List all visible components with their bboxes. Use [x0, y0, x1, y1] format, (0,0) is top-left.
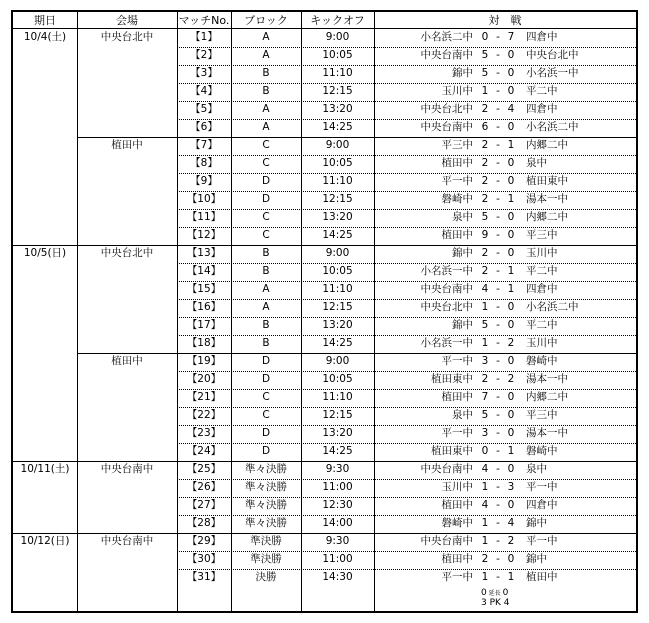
- away-score: 2: [507, 337, 515, 349]
- home-score: 1: [481, 517, 489, 529]
- score-dash: -: [496, 67, 500, 79]
- away-team: 小名浜一中: [526, 67, 579, 79]
- away-score: 1: [507, 139, 515, 151]
- away-score: 0: [507, 463, 515, 475]
- away-score: 0: [507, 409, 515, 421]
- score-dash: -: [496, 301, 500, 313]
- away-score: 2: [507, 535, 515, 547]
- score-dash: -: [496, 193, 500, 205]
- extra-time-away: 0: [502, 588, 509, 598]
- block-label: B: [262, 337, 270, 349]
- match-number: 【21】: [186, 391, 222, 403]
- home-team: 中央台南中: [420, 283, 473, 295]
- match-number: 【2】: [190, 49, 218, 61]
- home-team: 中央台北中: [420, 103, 473, 115]
- kickoff-time: 14:25: [322, 229, 353, 241]
- away-team: 平一中: [526, 481, 558, 493]
- home-team: 平一中: [441, 571, 473, 583]
- home-score: 2: [481, 373, 489, 385]
- away-score: 0: [507, 67, 515, 79]
- away-score: 0: [507, 49, 515, 61]
- kickoff-time: 12:30: [322, 499, 353, 511]
- block-label: C: [262, 391, 270, 403]
- away-score: 0: [507, 553, 515, 565]
- kickoff-time: 9:30: [325, 535, 350, 547]
- away-score: 1: [507, 283, 515, 295]
- home-score: 1: [481, 337, 489, 349]
- home-score: 7: [481, 391, 489, 403]
- home-score: 4: [481, 499, 489, 511]
- match-number: 【16】: [186, 301, 222, 313]
- home-team: 泉中: [452, 211, 473, 223]
- home-score: 2: [481, 139, 489, 151]
- block-label: C: [262, 409, 270, 421]
- away-team: 玉川中: [526, 247, 558, 259]
- home-team: 中央台南中: [420, 463, 473, 475]
- block-label: 準々決勝: [245, 517, 287, 529]
- block-label: A: [262, 103, 270, 115]
- kickoff-time: 10:05: [322, 49, 353, 61]
- home-score: 4: [481, 463, 489, 475]
- kickoff-time: 13:20: [322, 319, 353, 331]
- block-label: B: [262, 265, 270, 277]
- venue-cell: 植田中: [111, 139, 143, 151]
- home-score: 2: [481, 175, 489, 187]
- home-score: 1: [481, 301, 489, 313]
- match-number: 【28】: [186, 517, 222, 529]
- header-block: ブロック: [231, 12, 301, 29]
- home-team: 植田中: [441, 553, 473, 565]
- match-number: 【1】: [190, 31, 218, 43]
- home-team: 小名浜一中: [420, 265, 473, 277]
- match-number: 【23】: [186, 427, 222, 439]
- score-dash: -: [496, 265, 500, 277]
- block-label: D: [261, 427, 271, 439]
- home-score: 2: [481, 157, 489, 169]
- match-number: 【13】: [186, 247, 222, 259]
- block-label: A: [262, 31, 270, 43]
- header-versus: 対 戦: [374, 12, 636, 29]
- score-dash: -: [496, 427, 500, 439]
- kickoff-time: 13:20: [322, 211, 353, 223]
- match-number: 【22】: [186, 409, 222, 421]
- away-score: 0: [507, 319, 515, 331]
- block-label: C: [262, 139, 270, 151]
- block-label: 準々決勝: [245, 481, 287, 493]
- away-team: 小名浜二中: [526, 121, 579, 133]
- home-team: 錦中: [452, 67, 473, 79]
- away-score: 4: [507, 517, 515, 529]
- block-label: B: [262, 85, 270, 97]
- match-number: 【15】: [186, 283, 222, 295]
- kickoff-time: 10:05: [322, 373, 353, 385]
- match-number: 【7】: [190, 139, 218, 151]
- score-dash: -: [496, 409, 500, 421]
- match-number: 【8】: [190, 157, 218, 169]
- home-team: 泉中: [452, 409, 473, 421]
- away-score: 0: [507, 121, 515, 133]
- score-dash: -: [496, 481, 500, 493]
- match-number: 【11】: [186, 211, 222, 223]
- home-team: 中央台南中: [420, 121, 473, 133]
- block-label: D: [261, 355, 271, 367]
- away-score: 3: [507, 481, 515, 493]
- home-score: 9: [481, 229, 489, 241]
- block-label: B: [262, 319, 270, 331]
- away-score: 7: [507, 31, 515, 43]
- penalty-line: [481, 598, 510, 608]
- pk-away: 4: [503, 598, 510, 608]
- match-number: 【5】: [190, 103, 218, 115]
- block-label: 準決勝: [250, 553, 282, 565]
- home-score: 6: [481, 121, 489, 133]
- date-cell: 10/11(土): [20, 463, 70, 475]
- pk-label: PK: [486, 598, 504, 608]
- match-number: 【3】: [190, 67, 218, 79]
- home-team: 玉川中: [441, 481, 473, 493]
- kickoff-time: 13:20: [322, 427, 353, 439]
- away-team: 泉中: [526, 463, 547, 475]
- away-team: 錦中: [526, 553, 547, 565]
- column-divider: [77, 12, 78, 611]
- pk-home: 3: [481, 598, 487, 608]
- header-venue: 会場: [77, 12, 177, 29]
- score-dash: -: [496, 535, 500, 547]
- away-score: 0: [507, 355, 515, 367]
- block-label: C: [262, 229, 270, 241]
- kickoff-time: 11:00: [322, 481, 353, 493]
- home-score: 1: [481, 571, 489, 583]
- kickoff-time: 9:00: [325, 31, 350, 43]
- score-dash: -: [496, 499, 500, 511]
- header-match-no: マッチNo.: [178, 14, 230, 27]
- home-team: 中央台北中: [420, 301, 473, 313]
- block-label: D: [261, 445, 271, 457]
- away-team: 磐崎中: [526, 355, 558, 367]
- kickoff-time: 11:10: [322, 283, 353, 295]
- home-score: 5: [481, 67, 489, 79]
- home-team: 平一中: [441, 355, 473, 367]
- away-score: 0: [507, 85, 515, 97]
- score-dash: -: [496, 85, 500, 97]
- home-team: 小名浜一中: [420, 337, 473, 349]
- venue-cell: 植田中: [111, 355, 143, 367]
- home-team: 磐崎中: [441, 193, 473, 205]
- block-label: A: [262, 283, 270, 295]
- score-dash: -: [496, 517, 500, 529]
- kickoff-time: 14:30: [322, 571, 353, 583]
- score-dash: -: [496, 391, 500, 403]
- home-team: 平三中: [441, 139, 473, 151]
- score-dash: -: [496, 283, 500, 295]
- kickoff-time: 12:15: [322, 409, 353, 421]
- home-score: 4: [481, 283, 489, 295]
- away-team: 湯本一中: [526, 427, 568, 439]
- away-team: 平二中: [526, 85, 558, 97]
- away-team: 湯本一中: [526, 193, 568, 205]
- home-score: 2: [481, 103, 489, 115]
- home-score: 1: [481, 535, 489, 547]
- away-team: 平三中: [526, 229, 558, 241]
- score-dash: -: [496, 211, 500, 223]
- home-score: 5: [481, 49, 489, 61]
- home-score: 1: [481, 85, 489, 97]
- kickoff-time: 9:00: [325, 355, 350, 367]
- away-team: 内郷二中: [526, 211, 568, 223]
- home-score: 2: [481, 247, 489, 259]
- away-team: 植田中: [526, 571, 558, 583]
- match-number: 【26】: [186, 481, 222, 493]
- match-number: 【17】: [186, 319, 222, 331]
- score-dash: -: [496, 229, 500, 241]
- block-label: D: [261, 175, 271, 187]
- score-dash: -: [496, 355, 500, 367]
- venue-cell: 中央台南中: [100, 463, 154, 475]
- away-score: 0: [507, 391, 515, 403]
- away-team: 四倉中: [526, 31, 558, 43]
- away-score: 1: [507, 265, 515, 277]
- venue-cell: 中央台南中: [100, 535, 154, 547]
- away-team: 植田東中: [526, 175, 568, 187]
- away-score: 0: [507, 247, 515, 259]
- home-team: 磐崎中: [441, 517, 473, 529]
- match-number: 【27】: [186, 499, 222, 511]
- home-team: 植田中: [441, 499, 473, 511]
- kickoff-time: 11:10: [322, 391, 353, 403]
- home-score: 2: [481, 193, 489, 205]
- date-cell: 10/4(土): [23, 31, 67, 43]
- match-number: 【14】: [186, 265, 222, 277]
- away-team: 四倉中: [526, 283, 558, 295]
- away-score: 1: [507, 445, 515, 457]
- away-team: 泉中: [526, 157, 547, 169]
- kickoff-time: 14:25: [322, 337, 353, 349]
- away-score: 0: [507, 499, 515, 511]
- away-team: 平二中: [526, 319, 558, 331]
- home-score: 0: [481, 445, 489, 457]
- away-score: 1: [507, 571, 515, 583]
- match-number: 【19】: [186, 355, 222, 367]
- score-dash: -: [496, 553, 500, 565]
- score-dash: -: [496, 31, 500, 43]
- home-team: 平一中: [441, 427, 473, 439]
- home-team: 植田中: [441, 229, 473, 241]
- score-dash: -: [496, 49, 500, 61]
- home-score: 5: [481, 409, 489, 421]
- venue-cell: 中央台北中: [100, 31, 154, 43]
- away-score: 0: [507, 427, 515, 439]
- match-number: 【18】: [186, 337, 222, 349]
- home-team: 植田東中: [431, 445, 473, 457]
- home-team: 平一中: [441, 175, 473, 187]
- match-number: 【20】: [186, 373, 222, 385]
- home-team: 錦中: [452, 319, 473, 331]
- away-team: 四倉中: [526, 499, 558, 511]
- kickoff-time: 11:00: [322, 553, 353, 565]
- block-label: 準々決勝: [245, 463, 287, 475]
- away-team: 内郷二中: [526, 139, 568, 151]
- kickoff-time: 14:25: [322, 445, 353, 457]
- date-cell: 10/12(日): [20, 535, 70, 547]
- away-team: 玉川中: [526, 337, 558, 349]
- home-team: 植田中: [441, 391, 473, 403]
- score-dash: -: [496, 337, 500, 349]
- match-number: 【12】: [186, 229, 222, 241]
- extra-time-label: 延長: [486, 590, 503, 597]
- away-team: 平三中: [526, 409, 558, 421]
- score-dash: -: [496, 373, 500, 385]
- away-score: 0: [507, 211, 515, 223]
- block-label: B: [262, 247, 270, 259]
- block-label: C: [262, 157, 270, 169]
- block-label: 準々決勝: [245, 499, 287, 511]
- away-score: 0: [507, 157, 515, 169]
- away-team: 湯本一中: [526, 373, 568, 385]
- match-number: 【31】: [186, 571, 222, 583]
- home-team: 植田東中: [431, 373, 473, 385]
- block-label: B: [262, 67, 270, 79]
- away-score: 0: [507, 301, 515, 313]
- score-dash: -: [496, 319, 500, 331]
- block-label: C: [262, 211, 270, 223]
- away-team: 錦中: [526, 517, 547, 529]
- away-score: 4: [507, 103, 515, 115]
- score-dash: -: [496, 103, 500, 115]
- home-team: 中央台南中: [420, 49, 473, 61]
- block-label: A: [262, 49, 270, 61]
- match-number: 【9】: [190, 175, 218, 187]
- kickoff-time: 12:15: [322, 301, 353, 313]
- block-label: A: [262, 301, 270, 313]
- kickoff-time: 11:10: [322, 67, 353, 79]
- match-number: 【25】: [186, 463, 222, 475]
- score-dash: -: [496, 175, 500, 187]
- home-score: 5: [481, 319, 489, 331]
- home-score: 3: [481, 355, 489, 367]
- kickoff-time: 10:05: [322, 265, 353, 277]
- home-team: 錦中: [452, 247, 473, 259]
- header-date: 期日: [13, 12, 77, 29]
- match-number: 【4】: [190, 85, 218, 97]
- kickoff-time: 14:00: [322, 517, 353, 529]
- date-cell: 10/5(日): [23, 247, 67, 259]
- home-score: 1: [481, 481, 489, 493]
- score-dash: -: [496, 139, 500, 151]
- venue-cell: 中央台北中: [100, 247, 154, 259]
- block-label: 準決勝: [250, 535, 282, 547]
- match-number: 【29】: [186, 535, 222, 547]
- match-number: 【6】: [190, 121, 218, 133]
- home-score: 3: [481, 427, 489, 439]
- kickoff-time: 11:10: [322, 175, 353, 187]
- home-score: 2: [481, 265, 489, 277]
- score-dash: -: [496, 157, 500, 169]
- block-label: D: [261, 193, 271, 205]
- home-team: 植田中: [441, 157, 473, 169]
- away-team: 四倉中: [526, 103, 558, 115]
- kickoff-time: 13:20: [322, 103, 353, 115]
- home-team: 中央台南中: [420, 535, 473, 547]
- away-team: 平二中: [526, 265, 558, 277]
- away-team: 中央台北中: [526, 49, 579, 61]
- away-score: 0: [507, 175, 515, 187]
- home-score: 5: [481, 211, 489, 223]
- header-kickoff: キックオフ: [301, 12, 374, 29]
- score-dash: -: [496, 121, 500, 133]
- away-team: 平一中: [526, 535, 558, 547]
- away-team: 小名浜二中: [526, 301, 579, 313]
- kickoff-time: 10:05: [322, 157, 353, 169]
- block-label: D: [261, 373, 271, 385]
- block-label: A: [262, 121, 270, 133]
- match-number: 【24】: [186, 445, 222, 457]
- extra-time-home: 0: [481, 588, 487, 598]
- kickoff-time: 12:15: [322, 85, 353, 97]
- home-team: 小名浜二中: [420, 31, 473, 43]
- kickoff-time: 9:30: [325, 463, 350, 475]
- home-team: 玉川中: [441, 85, 473, 97]
- home-score: 2: [481, 553, 489, 565]
- score-dash: -: [496, 445, 500, 457]
- kickoff-time: 9:00: [325, 247, 350, 259]
- match-number: 【10】: [186, 193, 222, 205]
- kickoff-time: 12:15: [322, 193, 353, 205]
- away-team: 内郷二中: [526, 391, 568, 403]
- score-dash: -: [496, 571, 500, 583]
- away-score: 2: [507, 373, 515, 385]
- score-dash: -: [496, 463, 500, 475]
- block-label: 決勝: [255, 571, 277, 583]
- score-dash: -: [496, 247, 500, 259]
- away-team: 磐崎中: [526, 445, 558, 457]
- home-score: 0: [481, 31, 489, 43]
- kickoff-time: 14:25: [322, 121, 353, 133]
- kickoff-time: 9:00: [325, 139, 350, 151]
- away-score: 0: [507, 229, 515, 241]
- away-score: 1: [507, 193, 515, 205]
- match-results-table: [11, 10, 638, 613]
- match-number: 【30】: [186, 553, 222, 565]
